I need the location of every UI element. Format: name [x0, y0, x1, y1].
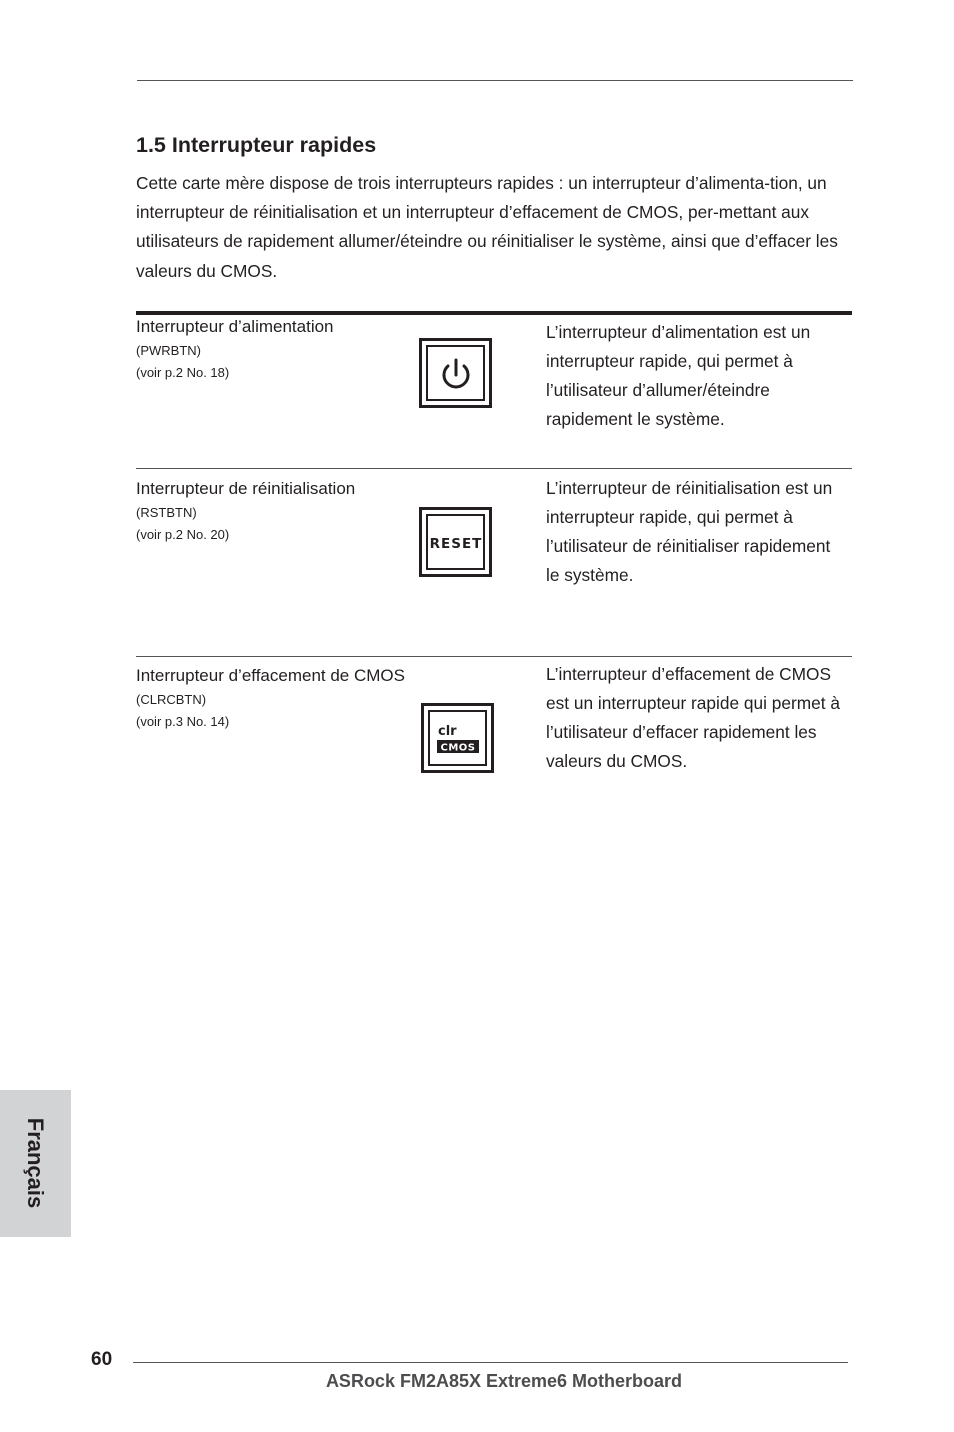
- switch-code: (PWRBTN): [136, 343, 201, 358]
- reset-icon: [419, 507, 492, 577]
- row-divider: [136, 656, 852, 657]
- table-top-rule: [136, 311, 852, 315]
- switch-name: Interrupteur d’alimentation: [136, 317, 334, 336]
- switch-ref: (voir p.3 No. 14): [136, 714, 230, 729]
- header-rule: [137, 80, 853, 81]
- switch-ref: (voir p.2 No. 20): [136, 527, 230, 542]
- reset-icon-label: RESET: [429, 536, 483, 552]
- clr-icon-label: clr: [438, 724, 457, 739]
- switch-description: L’interrupteur d’alimentation est un interrupteur rapide, qui permet à l’utilisateur d’allumer/éteindre rapidement le système.: [546, 322, 811, 429]
- switch-description: L’interrupteur d’effacement de CMOS est un interrupteur rapide qui permet à l’utilisateur d’effacer rapidement les valeurs du CMOS.: [546, 664, 840, 771]
- section-intro: Cette carte mère dispose de trois interrupteurs rapides : un interrupteur d’alimenta-tion, un interrupteur de réinitialisation et un interrupteur d’effacement de CMOS, per-mettant aux utilisateurs de rapidement allumer/éteindre ou réinitialiser le système, ainsi que d’effacer les valeurs du CMOS.: [136, 173, 838, 281]
- footer-product-title: ASRock FM2A85X Extreme6 Motherboard: [325, 1371, 683, 1391]
- language-tab: [0, 1090, 71, 1237]
- page-number: 60: [91, 1349, 113, 1370]
- switch-code: (CLRCBTN): [136, 692, 207, 707]
- footer-rule: [133, 1362, 848, 1363]
- switch-name: Interrupteur de réinitialisation: [136, 479, 356, 498]
- switch-code: (RSTBTN): [136, 505, 197, 520]
- language-label: Français: [23, 1117, 48, 1209]
- section-title: 1.5 Interrupteur rapides: [136, 133, 377, 157]
- cmos-icon-label: CMOS: [440, 742, 476, 754]
- clear-cmos-icon: [421, 703, 494, 773]
- switch-description: L’interrupteur de réinitialisation est un interrupteur rapide, qui permet à l’utilisateur de réinitialiser rapidement le système.: [546, 478, 833, 585]
- row-divider: [136, 468, 852, 469]
- switch-name: Interrupteur d’effacement de CMOS: [136, 666, 405, 685]
- switch-ref: (voir p.2 No. 18): [136, 365, 230, 380]
- power-icon: [419, 338, 492, 408]
